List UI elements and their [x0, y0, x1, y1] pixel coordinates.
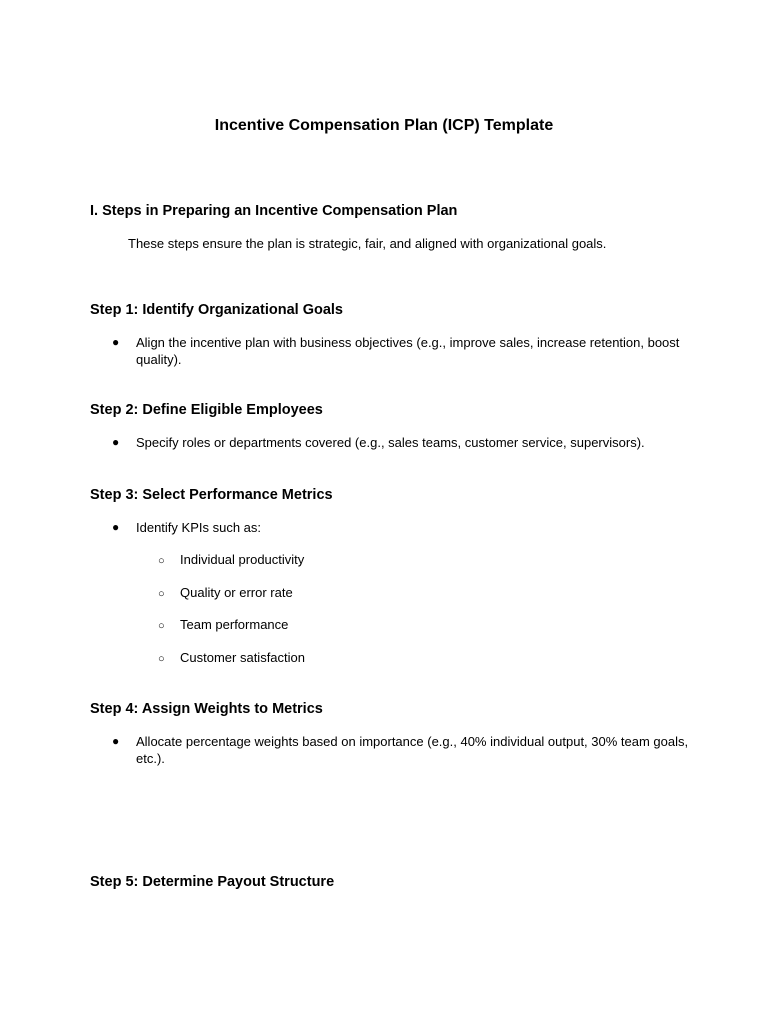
step-3-heading: Step 3: Select Performance Metrics [90, 487, 333, 503]
sub-bullet-item [158, 584, 293, 603]
sub-bullet-text: Quality or error rate [180, 585, 293, 600]
intro-paragraph: These steps ensure the plan is strategic, fair, and aligned with organizational goals. [128, 236, 607, 251]
sub-bullet-marker: ○ [158, 620, 165, 632]
step-4-bullet [112, 733, 692, 767]
sub-bullet-text: Individual productivity [180, 552, 305, 567]
step-1-bullet [112, 334, 692, 368]
step-1-heading: Step 1: Identify Organizational Goals [90, 302, 343, 318]
bullet-marker: ● [112, 435, 120, 449]
step-2-bullet [112, 434, 692, 451]
bullet-marker: ● [112, 335, 120, 349]
step-3-bullet [112, 519, 692, 536]
sub-bullet-marker: ○ [158, 555, 165, 567]
step-5-heading: Step 5: Determine Payout Structure [90, 874, 335, 890]
step-2-heading: Step 2: Define Eligible Employees [90, 402, 323, 418]
section-heading: I. Steps in Preparing an Incentive Compensation Plan [90, 203, 458, 219]
document-title: Incentive Compensation Plan (ICP) Template [214, 117, 554, 134]
bullet-text: Specify roles or departments covered (e.g., sales teams, customer service, supervisors). [136, 435, 645, 450]
sub-bullet-item [158, 551, 304, 570]
bullet-marker: ● [112, 520, 120, 534]
sub-bullet-item [158, 649, 305, 668]
bullet-text: Align the incentive plan with business objectives (e.g., improve sales, increase retention, boost quality). [136, 335, 680, 367]
sub-bullet-marker: ○ [158, 588, 165, 600]
sub-bullet-item [158, 616, 288, 635]
bullet-marker: ● [112, 734, 120, 748]
bullet-text: Identify KPIs such as: [136, 520, 262, 535]
sub-bullet-text: Team performance [180, 617, 289, 632]
sub-bullet-marker: ○ [158, 653, 165, 665]
bullet-text: Allocate percentage weights based on importance (e.g., 40% individual output, 30% team goals, etc.). [136, 734, 689, 766]
sub-bullet-text: Customer satisfaction [180, 650, 305, 665]
step-4-heading: Step 4: Assign Weights to Metrics [90, 701, 323, 717]
